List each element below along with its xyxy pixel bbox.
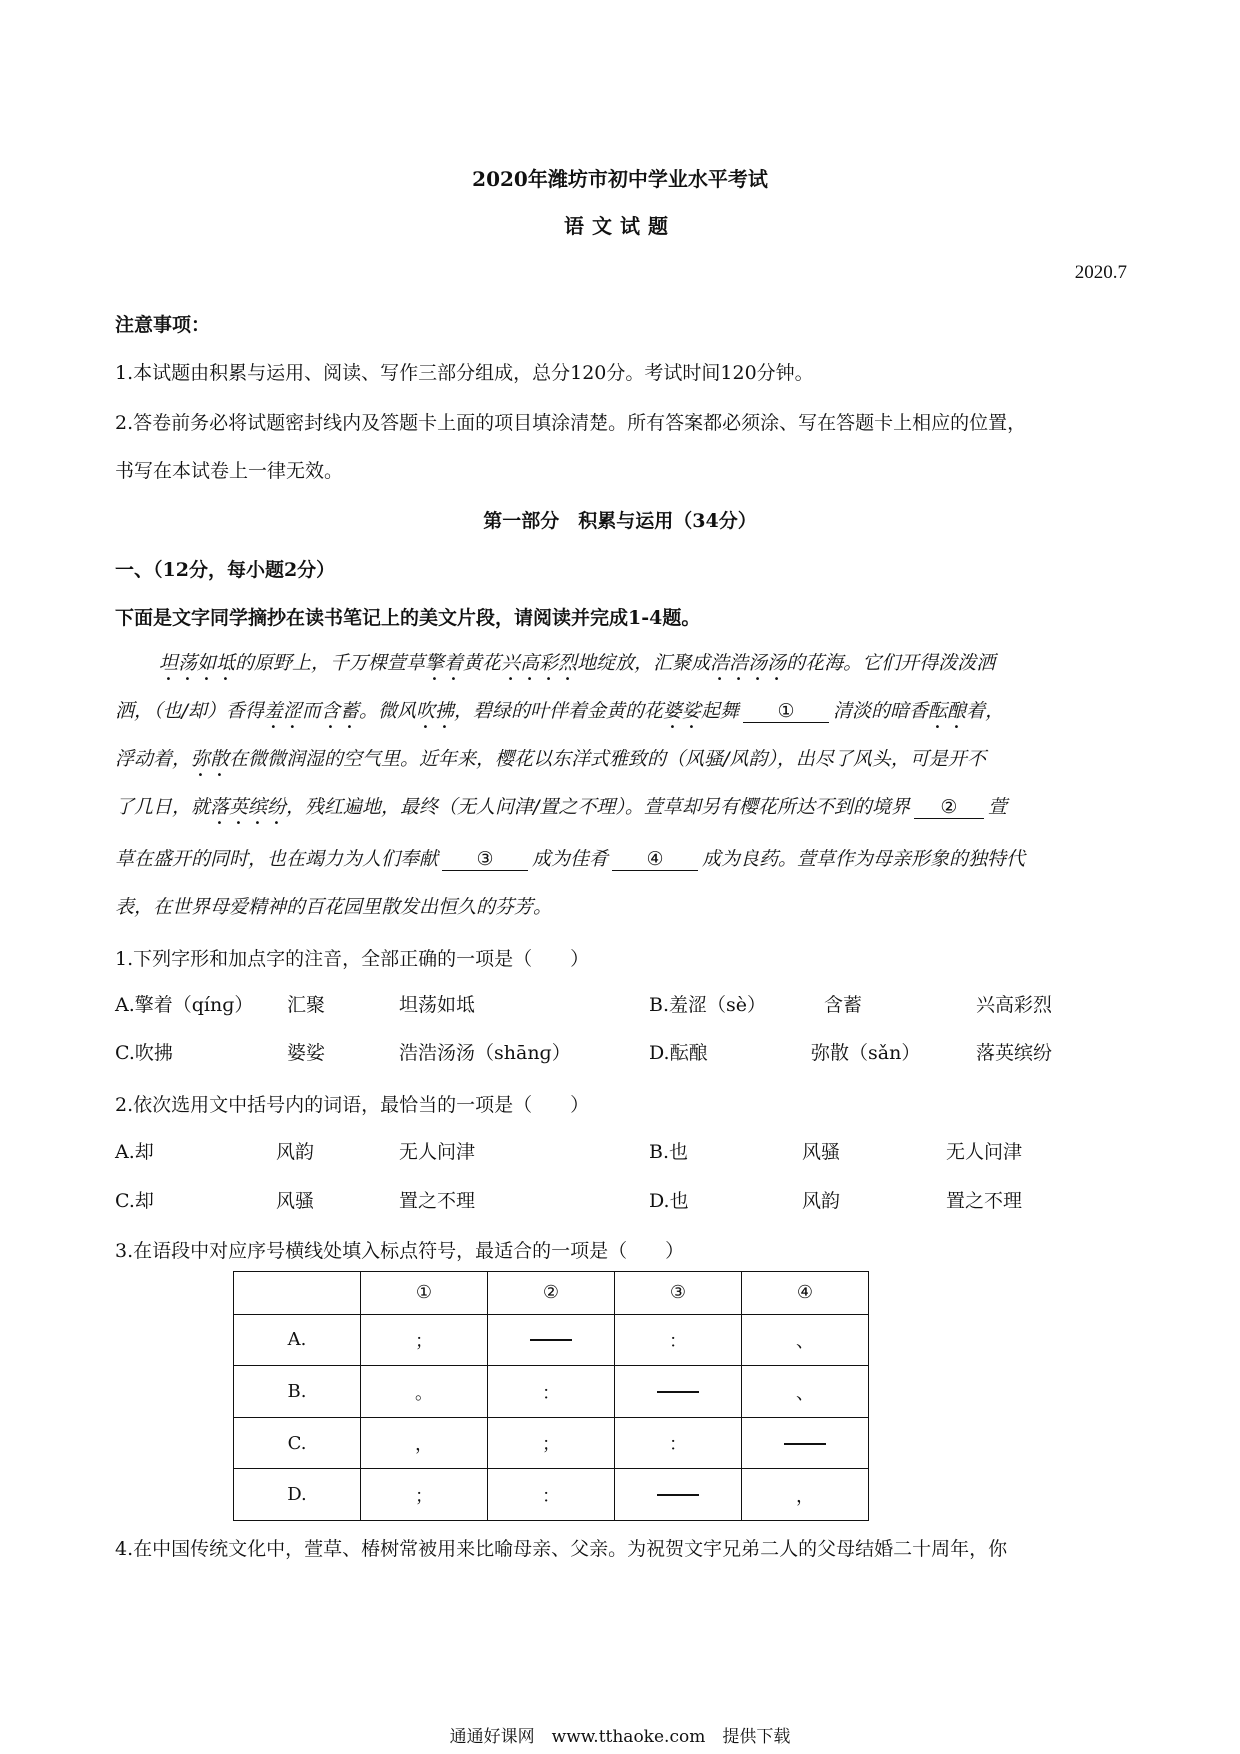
passage-text: 的花海。它们开得泼泼洒	[786, 652, 996, 674]
passage-text: 了几日，就	[115, 796, 211, 818]
table-cell	[615, 1366, 742, 1418]
passage-text: 清淡的暗香	[833, 700, 929, 722]
q1-option-c-word-2: 婆娑	[287, 1042, 326, 1064]
q2-option-c: C.却	[115, 1190, 154, 1212]
dash-mark	[657, 1494, 699, 1496]
passage-line-4	[115, 792, 1007, 829]
q2-option-a: A.却	[115, 1141, 154, 1163]
passage-text: 浩浩汤汤	[710, 652, 787, 674]
notes-item-1: 1.本试题由积累与运用、阅读、写作三部分组成，总分120分。考试时间120分钟。	[115, 362, 814, 384]
passage-text: 草在盛开的同时，也在竭力为人们奉献	[115, 848, 439, 870]
table-cell: ；	[488, 1417, 615, 1469]
q2-option-c-word-2: 风骚	[276, 1190, 315, 1212]
q2-option-c-word-3: 置之不理	[399, 1190, 476, 1212]
dash-mark	[657, 1391, 699, 1393]
table-cell: ；	[361, 1314, 488, 1366]
passage-text: 地绽放，汇聚成	[577, 652, 711, 674]
table-cell: ：	[615, 1314, 742, 1366]
question-2-stem: 2.依次选用文中括号内的词语，最恰当的一项是（ ）	[115, 1094, 590, 1116]
passage-line-2	[115, 696, 1004, 733]
table-cell	[742, 1417, 869, 1469]
passage-line-3	[115, 744, 986, 781]
passage-text: 表，在世界母爱精神的百花园里散发出恒久的芬芳。	[115, 896, 553, 918]
q2-option-d: D.也	[649, 1190, 689, 1212]
passage-text: 在微微润湿的空气里。近年来，樱花以东洋式雅致的（风骚/风韵），出尽了风头，可是开不	[229, 748, 986, 770]
page-footer: 通通好课网 www.tthaoke.com 提供下载	[449, 1727, 791, 1747]
q1-option-a-word-2: 汇聚	[287, 994, 326, 1016]
passage-text: 起舞	[701, 700, 740, 722]
passage-text: 婆娑	[663, 700, 702, 722]
table-row	[234, 1417, 869, 1469]
table-cell: 、	[742, 1366, 869, 1418]
passage-text: 擎着	[425, 652, 464, 674]
passage-instruction: 下面是文字同学摘抄在读书笔记上的美文片段，请阅读并完成1-4题。	[115, 607, 701, 629]
passage-text: 吹拂	[415, 700, 454, 722]
q1-option-a: A.擎着（qínɡ）	[115, 994, 254, 1016]
blank-3: ③	[442, 848, 528, 871]
table-cell	[615, 1469, 742, 1521]
passage-text: ，残红遍地，最终（无人问津/置之不理）。萱草却另有樱花所达不到的境界	[286, 796, 910, 818]
table-header-cell: ②	[488, 1272, 615, 1315]
passage-line-1	[159, 648, 995, 685]
q1-option-c-word-3: 浩浩汤汤（shānɡ）	[399, 1042, 571, 1064]
table-row	[234, 1469, 869, 1521]
passage-text: 落英缤纷	[210, 796, 287, 818]
passage-text: 酝酿	[928, 700, 967, 722]
q1-option-d-word-3: 落英缤纷	[976, 1042, 1053, 1064]
table-cell: 、	[742, 1314, 869, 1366]
passage-text: 兴高彩烈	[501, 652, 578, 674]
table-cell: ：	[615, 1417, 742, 1469]
table-header-row	[234, 1272, 869, 1315]
notes-item-2-line-1: 2.答卷前务必将试题密封线内及答题卡上面的项目填涂清楚。所有答案都必须涂、写在答题卡上相应的位置，	[115, 412, 1027, 434]
exam-subtitle: 语文试题	[564, 214, 676, 238]
table-cell: ，	[361, 1417, 488, 1469]
table-header-cell: ③	[615, 1272, 742, 1315]
q1-option-d: D.酝酿	[649, 1042, 708, 1064]
table-header-cell	[234, 1272, 361, 1315]
q2-option-d-word-3: 置之不理	[946, 1190, 1023, 1212]
passage-text: 坦荡如坻	[159, 652, 236, 674]
q2-option-a-word-3: 无人问津	[399, 1141, 476, 1163]
table-cell: A.	[234, 1314, 361, 1366]
passage-text: ，碧绿的叶伴着金黄的花	[453, 700, 663, 722]
passage-text: 黄花	[463, 652, 502, 674]
passage-text: 的原野上，千万棵萱草	[235, 652, 426, 674]
question-1-stem: 1.下列字形和加点字的注音，全部正确的一项是（ ）	[115, 948, 590, 970]
passage-text: 成为佳肴	[532, 848, 609, 870]
passage-text: 羞涩	[263, 700, 302, 722]
question-3-stem: 3.在语段中对应序号横线处填入标点符号，最适合的一项是（ ）	[115, 1240, 685, 1262]
dash-mark	[784, 1443, 826, 1445]
blank-1: ①	[743, 700, 829, 723]
table-cell: ；	[361, 1469, 488, 1521]
passage-text: 。微风	[358, 700, 416, 722]
q2-option-a-word-2: 风韵	[276, 1141, 315, 1163]
q1-option-d-word-2: 弥散（sǎn）	[811, 1042, 921, 1064]
exam-date: 2020.7	[1074, 262, 1127, 283]
section-heading: 一、（12分，每小题2分）	[115, 559, 336, 581]
table-cell: D.	[234, 1469, 361, 1521]
table-cell	[488, 1314, 615, 1366]
table-cell: ：	[488, 1366, 615, 1418]
q1-option-b-word-3: 兴高彩烈	[976, 994, 1053, 1016]
passage-line-5	[115, 844, 1025, 871]
q2-option-b-word-3: 无人问津	[946, 1141, 1023, 1163]
q2-option-b: B.也	[649, 1141, 689, 1163]
passage-text: 成为良药。萱草作为母亲形象的独特代	[702, 848, 1026, 870]
q2-option-d-word-2: 风韵	[802, 1190, 841, 1212]
question-4-stem: 4.在中国传统文化中，萱草、椿树常被用来比喻母亲、父亲。为祝贺文宇兄弟二人的父母结婚二十周年，你	[115, 1538, 1008, 1560]
blank-4: ④	[612, 848, 698, 871]
passage-text: 含蓄	[320, 700, 359, 722]
table-header-cell: ④	[742, 1272, 869, 1315]
exam-title: 2020年潍坊市初中学业水平考试	[472, 167, 768, 191]
table-cell: B.	[234, 1366, 361, 1418]
q1-option-b: B.羞涩（sè）	[649, 994, 766, 1016]
q1-option-b-word-2: 含蓄	[824, 994, 863, 1016]
table-header-cell: ①	[361, 1272, 488, 1315]
part-heading: 第一部分 积累与运用（34分）	[483, 510, 757, 532]
table-cell: ：	[488, 1469, 615, 1521]
notes-heading: 注意事项：	[115, 314, 211, 336]
passage-text: 弥散	[191, 748, 230, 770]
q2-option-b-word-2: 风骚	[802, 1141, 841, 1163]
table-row	[234, 1366, 869, 1418]
table-row	[234, 1314, 869, 1366]
table-cell: C.	[234, 1417, 361, 1469]
table-cell: ，	[742, 1469, 869, 1521]
passage-text: 着，	[966, 700, 1005, 722]
blank-2: ②	[914, 796, 984, 819]
passage-text: 浮动着，	[115, 748, 192, 770]
q1-option-a-word-3: 坦荡如坻	[399, 994, 476, 1016]
table-cell: 。	[361, 1366, 488, 1418]
passage-text: 洒，（也/却）香得	[115, 700, 264, 722]
dash-mark	[530, 1339, 572, 1341]
q1-option-c: C.吹拂	[115, 1042, 173, 1064]
punctuation-table	[233, 1271, 869, 1521]
passage-text: 而	[301, 700, 321, 722]
passage-text: 萱	[987, 796, 1007, 818]
notes-item-2-line-2: 书写在本试卷上一律无效。	[115, 460, 344, 482]
passage-line-6	[115, 892, 552, 919]
